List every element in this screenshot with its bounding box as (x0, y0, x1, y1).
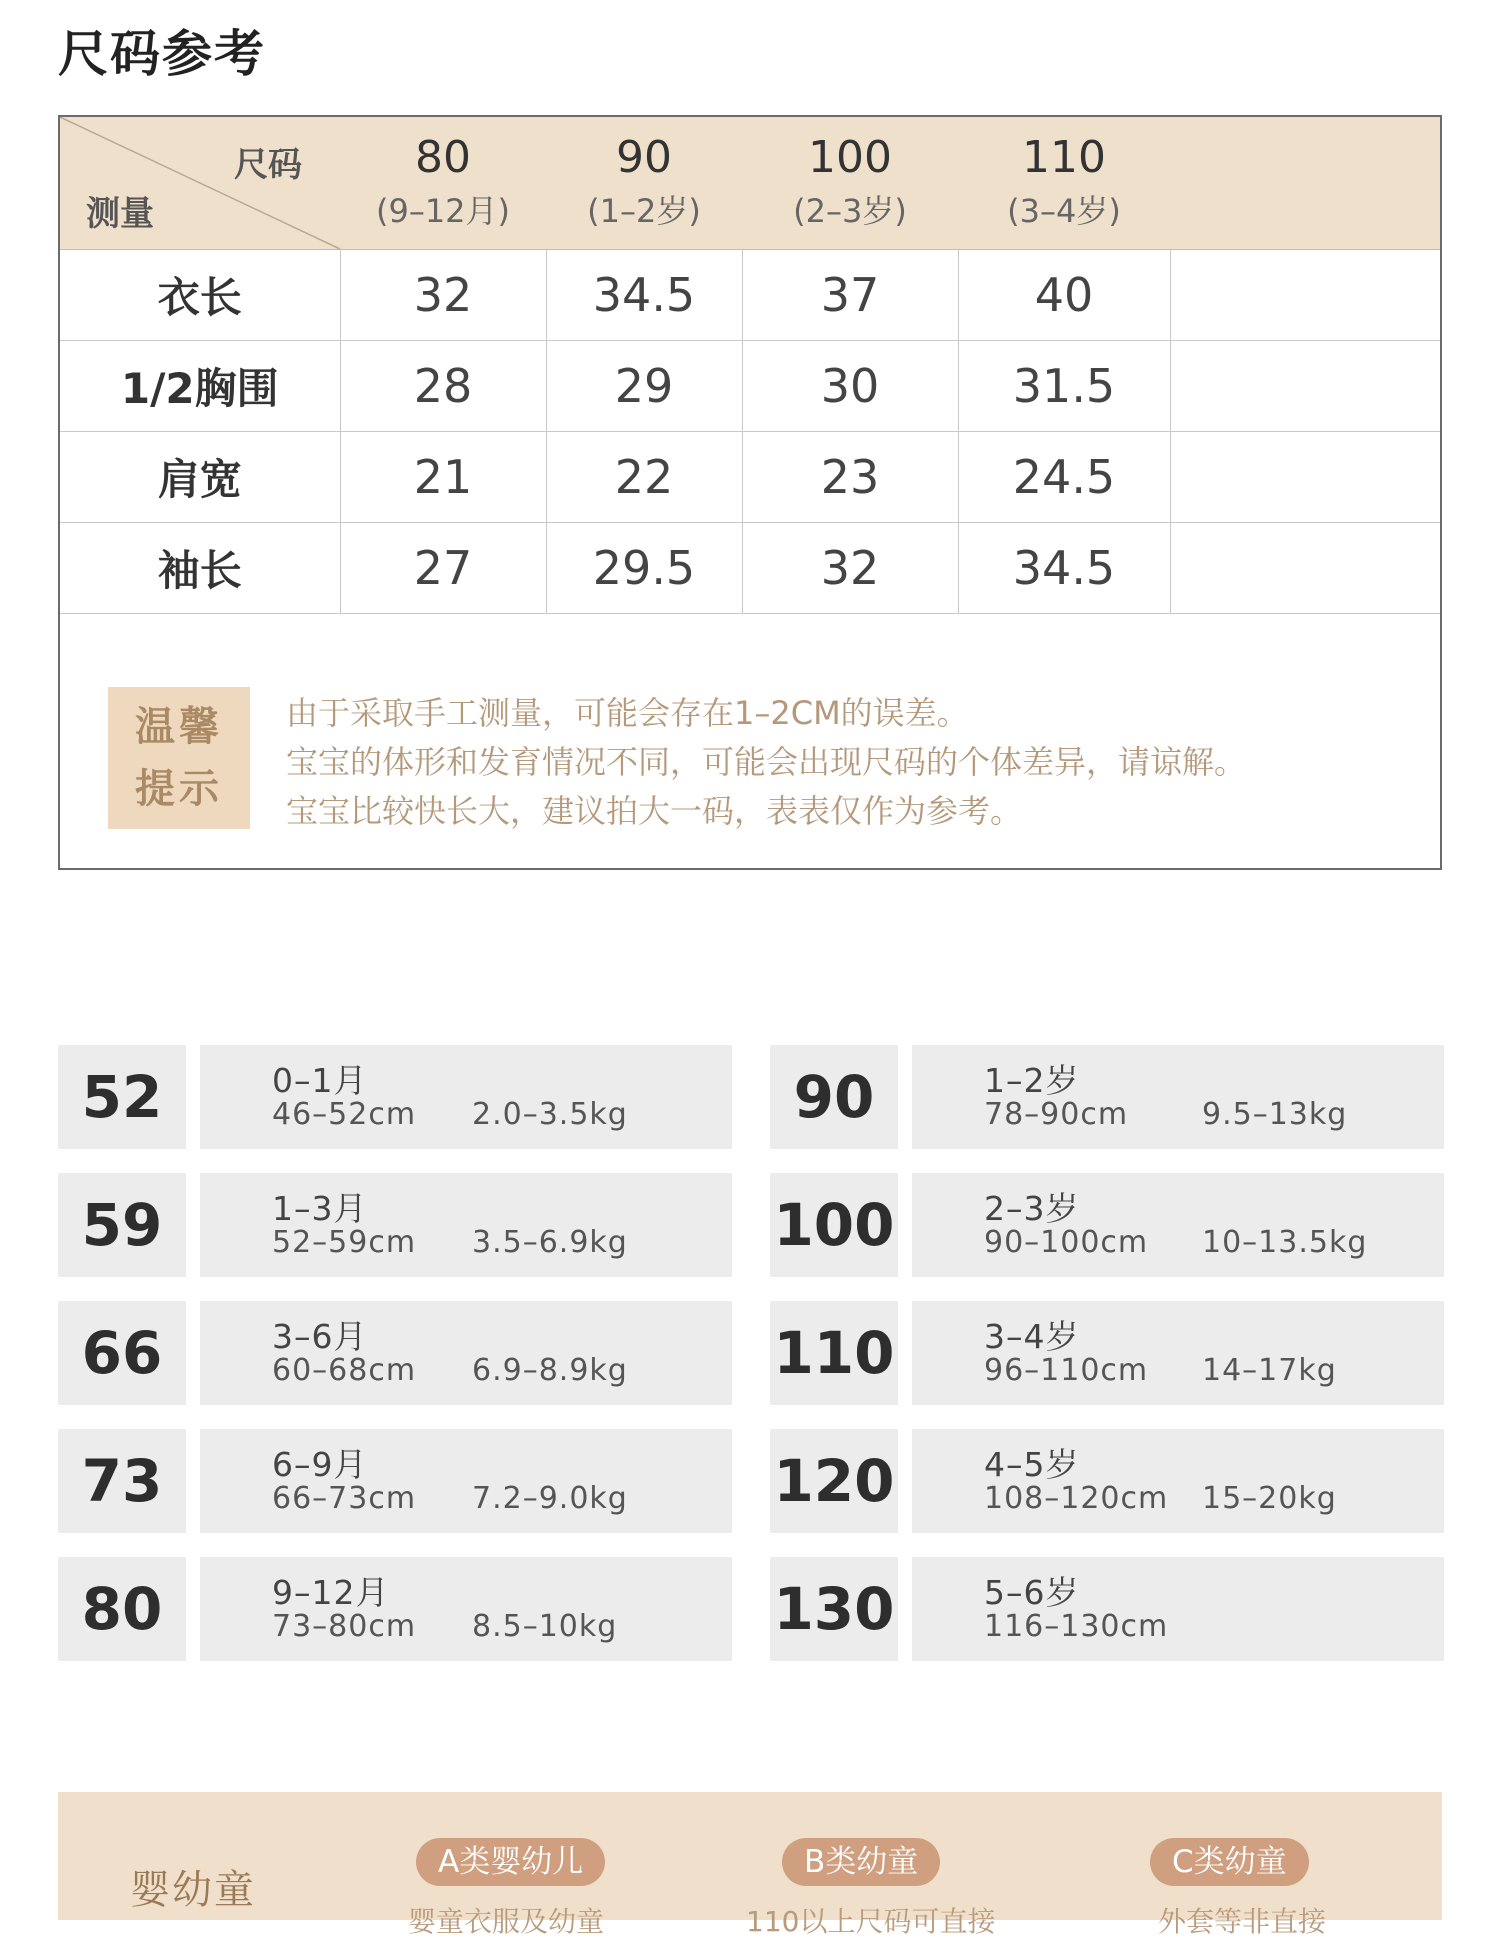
size-info (912, 1301, 1444, 1405)
table-cell: 34.5 (958, 523, 1170, 614)
age-range: 3–4岁 (984, 1317, 1080, 1356)
age-range: 5–6岁 (984, 1573, 1080, 1612)
table-cell: 28 (340, 341, 546, 432)
table-cell: 23 (742, 432, 958, 523)
height-range: 108–120cm (984, 1481, 1169, 1516)
size-card (770, 1557, 1444, 1661)
size-card (770, 1045, 1444, 1149)
age-range: 1–3月 (272, 1189, 368, 1228)
column-size: 100 (808, 132, 892, 183)
height-range: 46–52cm (272, 1097, 417, 1132)
height-range: 96–110cm (984, 1353, 1149, 1388)
table-cell: 21 (340, 432, 546, 523)
size-card (58, 1045, 732, 1149)
row-label: 衣长 (60, 250, 340, 341)
category-pill-c-desc: 外套等非直接 (1158, 1905, 1327, 1938)
size-card (58, 1173, 732, 1277)
tip-line: 宝宝的体形和发育情况不同，可能会出现尺码的个体差异，请谅解。 (286, 743, 1247, 781)
weight-range: 7.2–9.0kg (472, 1481, 628, 1516)
column-age: (2–3岁) (793, 192, 907, 230)
size-info (912, 1557, 1444, 1661)
empty-cell (1170, 341, 1440, 432)
size-number: 66 (58, 1301, 186, 1405)
size-info (200, 1301, 732, 1405)
weight-range: 15–20kg (1202, 1481, 1337, 1516)
tip-badge (108, 687, 250, 829)
table-cell: 40 (958, 250, 1170, 341)
size-table (60, 117, 1440, 614)
column-size: 90 (616, 132, 672, 183)
table-row (60, 523, 1440, 614)
size-info (912, 1045, 1444, 1149)
column-header (742, 117, 958, 250)
size-number: 73 (58, 1429, 186, 1533)
column-age: (3–4岁) (1007, 192, 1121, 230)
weight-range: 9.5–13kg (1202, 1097, 1348, 1132)
column-header (958, 117, 1170, 250)
row-label: 1/2胸围 (60, 341, 340, 432)
column-size: 110 (1022, 132, 1106, 183)
category-pill-a-desc: 婴童衣服及幼童 (408, 1905, 605, 1938)
size-card (770, 1173, 1444, 1277)
size-chart-box (58, 115, 1442, 870)
column-header (340, 117, 546, 250)
size-number: 90 (770, 1045, 898, 1149)
table-cell: 37 (742, 250, 958, 341)
size-info (200, 1429, 732, 1533)
table-cell: 22 (546, 432, 742, 523)
size-guide-right (770, 1045, 1444, 1685)
tip-text (286, 689, 1246, 836)
empty-cell (1170, 432, 1440, 523)
age-range: 9–12月 (272, 1573, 390, 1612)
tip-line: 宝宝比较快长大，建议拍大一码，表表仅作为参考。 (286, 792, 1023, 830)
size-guide-left (58, 1045, 732, 1685)
table-cell: 30 (742, 341, 958, 432)
age-range: 2–3岁 (984, 1189, 1080, 1228)
column-age: (1–2岁) (587, 192, 701, 230)
corner-size-label: 尺码 (234, 145, 302, 185)
weight-range: 3.5–6.9kg (472, 1225, 628, 1260)
size-info (200, 1173, 732, 1277)
empty-cell (1170, 523, 1440, 614)
empty-cell (1170, 250, 1440, 341)
size-card (58, 1301, 732, 1405)
row-label: 袖长 (60, 523, 340, 614)
tip-badge-line: 温馨 (135, 704, 223, 750)
size-card (770, 1301, 1444, 1405)
height-range: 90–100cm (984, 1225, 1149, 1260)
age-range: 4–5岁 (984, 1445, 1080, 1484)
empty-header-cell (1170, 117, 1440, 250)
height-range: 52–59cm (272, 1225, 417, 1260)
category-pill-a: A类婴幼儿 (416, 1838, 605, 1886)
table-cell: 29.5 (546, 523, 742, 614)
size-number: 110 (770, 1301, 898, 1405)
size-info (200, 1045, 732, 1149)
category-pill-b-desc: 110以上尺码可直接 (746, 1905, 996, 1938)
size-number: 130 (770, 1557, 898, 1661)
category-band (58, 1792, 1442, 1938)
table-cell: 27 (340, 523, 546, 614)
table-row (60, 432, 1440, 523)
category-pill-c: C类幼童 (1150, 1838, 1309, 1886)
size-number: 59 (58, 1173, 186, 1277)
table-cell: 32 (340, 250, 546, 341)
table-cell: 24.5 (958, 432, 1170, 523)
size-card (58, 1429, 732, 1533)
row-label: 肩宽 (60, 432, 340, 523)
age-range: 6–9月 (272, 1445, 368, 1484)
size-number: 120 (770, 1429, 898, 1533)
tip-badge-line: 提示 (135, 766, 223, 812)
weight-range: 8.5–10kg (472, 1609, 618, 1644)
weight-range: 2.0–3.5kg (472, 1097, 628, 1132)
height-range: 73–80cm (272, 1609, 417, 1644)
size-info (912, 1429, 1444, 1533)
size-table-header (60, 117, 1440, 250)
height-range: 78–90cm (984, 1097, 1129, 1132)
weight-range: 6.9–8.9kg (472, 1353, 628, 1388)
size-card (770, 1429, 1444, 1533)
category-pill-b: B类幼童 (782, 1838, 940, 1886)
table-row (60, 341, 1440, 432)
size-info (912, 1173, 1444, 1277)
age-range: 0–1月 (272, 1061, 368, 1100)
table-cell: 29 (546, 341, 742, 432)
table-row (60, 250, 1440, 341)
height-range: 116–130cm (984, 1609, 1169, 1644)
table-cell: 34.5 (546, 250, 742, 341)
table-cell: 32 (742, 523, 958, 614)
size-number: 100 (770, 1173, 898, 1277)
column-size: 80 (415, 132, 471, 183)
page-title: 尺码参考 (58, 25, 266, 83)
size-number: 52 (58, 1045, 186, 1149)
weight-range: 10–13.5kg (1202, 1225, 1368, 1260)
corner-cell (60, 117, 340, 250)
size-info (200, 1557, 732, 1661)
age-range: 3–6月 (272, 1317, 368, 1356)
column-header (546, 117, 742, 250)
height-range: 66–73cm (272, 1481, 417, 1516)
age-range: 1–2岁 (984, 1061, 1080, 1100)
category-title: 婴幼童 (130, 1867, 256, 1913)
table-cell: 31.5 (958, 341, 1170, 432)
weight-range: 14–17kg (1202, 1353, 1337, 1388)
corner-measure-label: 测量 (86, 194, 154, 234)
size-number: 80 (58, 1557, 186, 1661)
column-age: (9–12月) (375, 192, 511, 230)
height-range: 60–68cm (272, 1353, 417, 1388)
tip-line: 由于采取手工测量，可能会存在1–2CM的误差。 (286, 694, 969, 732)
size-card (58, 1557, 732, 1661)
